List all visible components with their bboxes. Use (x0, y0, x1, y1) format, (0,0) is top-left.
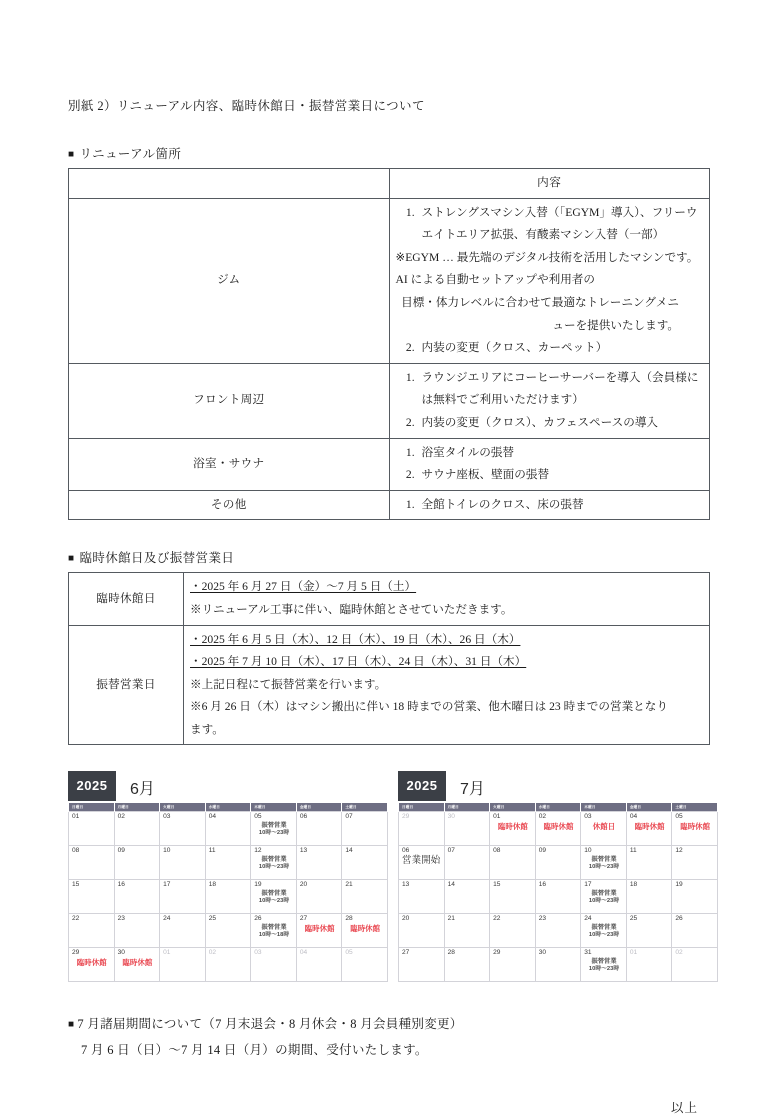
calendar-day-cell[interactable] (535, 948, 581, 982)
weekday-header-tue: 火曜日 (160, 803, 206, 812)
list-item: 2. 内装の変更（クロス、カーペット） (418, 337, 704, 360)
weekday-header-thu: 木曜日 (581, 803, 627, 812)
calendar-day-cell[interactable] (399, 948, 445, 982)
calendar-day-cell[interactable] (296, 812, 342, 846)
closure-content-alternate (184, 625, 710, 745)
calendar-day-number: 15 (72, 881, 80, 889)
renewal-category-other: その他 (69, 490, 390, 520)
calendar-day-label: 休館日 (592, 822, 616, 832)
renewal-item-list (396, 494, 704, 517)
calendar-day-cell[interactable] (535, 914, 581, 948)
calendar-day-cell[interactable] (581, 948, 627, 982)
calendar-day-number: 26 (254, 915, 262, 923)
alternate-note-2: ※6 月 26 日（木）はマシン搬出に伴い 18 時までの営業、他木曜日は 23 時までの営業となり (190, 700, 668, 714)
calendar-day-number: 27 (402, 949, 410, 957)
list-item: 1. 浴室タイルの張替 (418, 442, 704, 465)
calendar-day-number: 30 (117, 949, 125, 957)
calendar-day-hours: 10時〜23時 (588, 966, 620, 973)
calendar-day-number: 17 (163, 881, 171, 889)
calendar-day-cell[interactable] (444, 948, 490, 982)
calendar-july-grid (398, 803, 718, 982)
calendar-day-cell[interactable] (672, 880, 718, 914)
calendar-july-year: 2025 (398, 771, 446, 801)
renewal-category-gym: ジム (69, 198, 390, 363)
calendar-day-number: 10 (584, 847, 592, 855)
calendar-day-number: 03 (584, 813, 592, 821)
closure-table (68, 572, 710, 745)
weekday-header-sun: 日曜日 (399, 803, 445, 812)
calendar-june-year: 2025 (68, 771, 116, 801)
calendar-day-number: 29 (72, 949, 80, 957)
calendar-day-number: 01 (72, 813, 80, 821)
renewal-section-heading (68, 144, 710, 162)
calendar-day-number: 19 (675, 881, 683, 889)
calendar-week-row (399, 914, 718, 948)
calendar-day-label: 振替営業 (261, 924, 287, 932)
calendar-day-number: 11 (208, 847, 216, 855)
calendar-june-month: 6月 (130, 781, 155, 799)
calendar-day-number: 30 (447, 813, 455, 821)
calendar-day-label: 臨時休館 (304, 924, 335, 934)
calendar-week-row (69, 914, 388, 948)
calendar-july-title (398, 771, 718, 801)
calendar-day-number: 04 (629, 813, 638, 821)
calendar-day-number: 24 (163, 915, 171, 923)
alternate-dates-june (190, 629, 703, 652)
calendar-day-cell[interactable] (490, 846, 536, 880)
calendar-day-number: 13 (299, 847, 308, 855)
calendar-day-number: 02 (208, 949, 217, 957)
calendar-day-label: 臨時休館 (350, 924, 381, 934)
calendar-day-number: 22 (72, 915, 80, 923)
calendar-day-number: 21 (447, 915, 455, 923)
calendar-day-number: 25 (629, 915, 638, 923)
calendar-day-hours: 10時〜23時 (588, 898, 620, 905)
calendar-day-label: 臨時休館 (497, 822, 528, 832)
calendar-day-number: 09 (538, 847, 547, 855)
calendar-day-number: 20 (402, 915, 410, 923)
calendar-day-label: 営業開始 (402, 855, 441, 867)
calendar-day-number: 14 (447, 881, 455, 889)
calendar-week-row (399, 948, 718, 982)
calendar-day-number: 04 (299, 949, 308, 957)
calendar-day-cell[interactable] (69, 948, 115, 982)
calendar-day-number: 24 (584, 915, 592, 923)
calendar-day-cell[interactable] (444, 812, 490, 846)
calendar-day-number: 08 (493, 847, 501, 855)
calendar-day-cell[interactable] (251, 914, 297, 948)
calendar-day-cell[interactable] (251, 948, 297, 982)
renewal-item-list (396, 202, 704, 247)
weekday-header-tue: 火曜日 (490, 803, 536, 812)
calendar-day-cell[interactable] (114, 914, 160, 948)
calendar-day-number: 12 (254, 847, 262, 855)
alternate-dates-july (190, 651, 703, 674)
calendar-day-number: 05 (345, 949, 353, 957)
calendar-day-hours: 10時〜23時 (588, 932, 620, 939)
calendar-day-cell[interactable] (626, 846, 672, 880)
calendar-day-cell[interactable] (672, 914, 718, 948)
footer-note-line2: 7 月 6 日（日）〜7 月 14 日（月）の期間、受付いたします。 (81, 1043, 428, 1058)
calendar-day-number: 16 (538, 881, 547, 889)
calendar-week-row (69, 948, 388, 982)
table-row (69, 438, 710, 490)
closure-dates-line (190, 576, 703, 599)
calendar-day-number: 28 (447, 949, 455, 957)
calendar-day-cell[interactable] (69, 914, 115, 948)
renewal-header-blank (69, 169, 390, 199)
calendar-day-cell[interactable] (626, 948, 672, 982)
calendar-day-number: 05 (254, 813, 262, 821)
calendar-day-hours: 10時〜23時 (258, 898, 290, 905)
weekday-header-sat: 土曜日 (672, 803, 718, 812)
renewal-table (68, 168, 710, 520)
calendar-day-cell[interactable] (251, 880, 297, 914)
calendar-day-cell[interactable] (490, 914, 536, 948)
closure-content-temporary (184, 573, 710, 625)
calendar-day-cell[interactable] (296, 948, 342, 982)
calendar-day-cell[interactable] (342, 948, 388, 982)
calendar-day-number: 23 (538, 915, 547, 923)
renewal-item-list (396, 367, 704, 435)
alternate-note-1: ※上記日程にて振替営業を行います。 (190, 677, 387, 691)
weekday-header-fri: 金曜日 (296, 803, 342, 812)
calendar-day-number: 29 (402, 813, 410, 821)
list-item: 1. ストレングスマシン入替（「EGYM」導入）、フリーウエイトエリア拡張、有酸素マシン入替（一部） (418, 202, 704, 247)
calendar-day-cell[interactable] (535, 880, 581, 914)
calendar-day-cell[interactable] (626, 812, 672, 846)
closure-category-alternate: 振替営業日 (69, 625, 184, 745)
list-item: 2. サウナ座板、壁面の張替 (418, 464, 704, 487)
closing-text: 以上 (670, 1100, 698, 1115)
calendar-day-label: 振替営業 (591, 890, 617, 898)
calendar-day-label: 振替営業 (261, 890, 287, 898)
renewal-note-line1: ※EGYM … 最先端のデジタル技術を活用したマシンです。AI による自動セットアップや利用者の (395, 250, 699, 287)
calendar-day-cell[interactable] (342, 880, 388, 914)
calendar-day-cell[interactable] (251, 812, 297, 846)
calendar-day-number: 10 (163, 847, 171, 855)
calendar-july-body (399, 812, 718, 982)
footer-note (68, 1012, 710, 1063)
calendar-day-number: 01 (493, 813, 501, 821)
weekday-header-mon: 月曜日 (444, 803, 490, 812)
calendar-day-cell[interactable] (581, 880, 627, 914)
list-item: 1. 全館トイレのクロス、床の張替 (418, 494, 704, 517)
renewal-content-front (389, 363, 710, 438)
calendar-day-number: 13 (402, 881, 410, 889)
calendar-day-number: 18 (629, 881, 638, 889)
calendar-day-number: 17 (584, 881, 592, 889)
calendar-day-cell[interactable] (626, 914, 672, 948)
calendar-day-cell[interactable] (114, 812, 160, 846)
renewal-item-list (396, 442, 704, 487)
weekday-header-wed: 水曜日 (535, 803, 581, 812)
bullet-square-icon: ■ (68, 1018, 75, 1030)
calendar-week-row (69, 812, 388, 846)
calendar-day-cell[interactable] (672, 948, 718, 982)
footer-note-line1 (68, 1012, 710, 1038)
table-row (69, 490, 710, 520)
calendar-day-hours: 10時〜23時 (258, 864, 290, 871)
calendar-day-cell[interactable] (205, 880, 251, 914)
calendar-day-number: 31 (584, 949, 592, 957)
calendar-week-row (399, 812, 718, 846)
renewal-note-line2: 目標・体力レベルに合わせて最適なトレーニングメニューを提供いたします。 (401, 295, 679, 332)
calendar-day-cell[interactable] (581, 812, 627, 846)
calendar-day-hours: 10時〜18時 (258, 932, 290, 939)
spacer (68, 520, 710, 548)
weekday-header-row (69, 803, 388, 812)
calendar-day-label: 臨時休館 (634, 822, 665, 832)
renewal-item-list-cont (396, 337, 704, 360)
calendar-day-cell[interactable] (672, 812, 718, 846)
calendar-day-label: 臨時休館 (543, 822, 574, 832)
calendar-day-cell[interactable] (342, 914, 388, 948)
calendar-day-label: 振替営業 (261, 822, 287, 830)
calendar-day-cell[interactable] (160, 880, 206, 914)
calendar-day-label: 振替営業 (591, 924, 617, 932)
calendar-day-cell[interactable] (342, 812, 388, 846)
calendar-day-hours: 10時〜23時 (588, 864, 620, 871)
alternate-june-text: ・2025 年 6 月 5 日（木）、12 日（木）、19 日（木）、26 日（木） (190, 632, 521, 646)
calendar-day-number: 01 (163, 949, 171, 957)
closure-heading-text: 臨時休館日及び振替営業日 (79, 551, 235, 566)
calendar-container (68, 771, 710, 982)
calendar-day-cell[interactable] (399, 914, 445, 948)
calendar-day-number: 12 (675, 847, 683, 855)
calendar-day-cell[interactable] (399, 846, 445, 880)
calendar-day-cell[interactable] (296, 914, 342, 948)
calendar-day-number: 15 (493, 881, 501, 889)
calendar-week-row (399, 880, 718, 914)
calendar-day-number: 29 (493, 949, 501, 957)
calendar-day-number: 30 (538, 949, 547, 957)
calendar-day-number: 28 (345, 915, 353, 923)
calendar-day-cell[interactable] (342, 846, 388, 880)
calendar-june (68, 771, 388, 982)
calendar-day-cell[interactable] (490, 880, 536, 914)
calendar-day-cell[interactable] (69, 880, 115, 914)
calendar-june-body (69, 812, 388, 982)
calendar-day-number: 18 (208, 881, 217, 889)
calendar-day-number: 22 (493, 915, 501, 923)
alternate-note-3: ます。 (190, 722, 224, 736)
calendar-day-cell[interactable] (490, 948, 536, 982)
calendar-day-number: 16 (117, 881, 125, 889)
calendar-day-cell[interactable] (205, 948, 251, 982)
weekday-header-wed: 水曜日 (205, 803, 251, 812)
calendar-day-number: 27 (299, 915, 308, 923)
calendar-day-cell[interactable] (296, 846, 342, 880)
calendar-day-cell[interactable] (581, 846, 627, 880)
weekday-header-thu: 木曜日 (251, 803, 297, 812)
alternate-july-text: ・2025 年 7 月 10 日（木）、17 日（木）、24 日（木）、31 日（木） (190, 655, 527, 669)
weekday-header-row (399, 803, 718, 812)
calendar-day-cell[interactable] (114, 948, 160, 982)
closure-section-heading (68, 548, 710, 566)
calendar-day-hours: 10時〜23時 (258, 830, 290, 837)
calendar-day-number: 09 (117, 847, 125, 855)
calendar-day-cell[interactable] (399, 812, 445, 846)
list-item: 1. ラウンジエリアにコーヒーサーバーを導入（会員様には無料でご利用いただけます） (418, 367, 704, 412)
calendar-day-number: 04 (208, 813, 217, 821)
calendar-day-number: 19 (254, 881, 262, 889)
calendar-day-cell[interactable] (444, 880, 490, 914)
calendar-day-cell[interactable] (444, 846, 490, 880)
weekday-header-sat: 土曜日 (342, 803, 388, 812)
closure-dates-text: ・2025 年 6 月 27 日（金）〜7 月 5 日（土） (190, 580, 417, 594)
calendar-day-number: 14 (345, 847, 353, 855)
calendar-day-number: 21 (345, 881, 353, 889)
calendar-day-cell[interactable] (581, 914, 627, 948)
calendar-day-label: 振替営業 (261, 856, 287, 864)
table-header-row (69, 169, 710, 199)
calendar-june-grid (68, 803, 388, 982)
calendar-day-cell[interactable] (535, 812, 581, 846)
calendar-day-cell[interactable] (205, 846, 251, 880)
bullet-square-icon: ■ (68, 552, 75, 564)
page-title: 別紙 2）リニューアル内容、臨時休館日・振替営業日について (68, 99, 425, 113)
calendar-week-row (69, 880, 388, 914)
calendar-day-label: 臨時休館 (76, 958, 107, 968)
calendar-day-cell[interactable] (114, 880, 160, 914)
calendar-day-number: 05 (675, 813, 683, 821)
calendar-day-cell[interactable] (626, 880, 672, 914)
calendar-day-number: 07 (447, 847, 455, 855)
renewal-heading-text: リニューアル箇所 (79, 147, 182, 161)
calendar-day-cell[interactable] (114, 846, 160, 880)
calendar-day-cell[interactable] (160, 812, 206, 846)
calendar-day-cell[interactable] (296, 880, 342, 914)
calendar-day-number: 03 (163, 813, 171, 821)
weekday-header-mon: 月曜日 (114, 803, 160, 812)
calendar-day-cell[interactable] (490, 812, 536, 846)
calendar-day-cell[interactable] (444, 914, 490, 948)
calendar-june-title (68, 771, 388, 801)
calendar-day-number: 11 (629, 847, 637, 855)
calendar-day-label: 振替営業 (591, 958, 617, 966)
closure-note-line: ※リニューアル工事に伴い、臨時休館とさせていただきます。 (190, 602, 513, 616)
calendar-day-number: 02 (117, 813, 125, 821)
calendar-day-number: 06 (402, 847, 410, 855)
table-row (69, 363, 710, 438)
list-item: 2. 内装の変更（クロス）、カフェスペースの導入 (418, 412, 704, 435)
weekday-header-sun: 日曜日 (69, 803, 115, 812)
table-row (69, 625, 710, 745)
calendar-day-label: 臨時休館 (122, 958, 153, 968)
table-row (69, 573, 710, 625)
calendar-day-cell[interactable] (69, 846, 115, 880)
calendar-day-label: 臨時休館 (680, 822, 711, 832)
calendar-day-cell[interactable] (535, 846, 581, 880)
calendar-day-cell[interactable] (160, 948, 206, 982)
calendar-day-cell[interactable] (160, 914, 206, 948)
calendar-july (398, 771, 718, 982)
calendar-day-cell[interactable] (399, 880, 445, 914)
calendar-day-label: 振替営業 (591, 856, 617, 864)
calendar-day-cell[interactable] (205, 812, 251, 846)
renewal-content-bath (389, 438, 710, 490)
calendar-day-number: 08 (72, 847, 80, 855)
calendar-day-cell[interactable] (160, 846, 206, 880)
calendar-day-number: 02 (538, 813, 547, 821)
calendar-day-number: 02 (675, 949, 683, 957)
closure-category-temporary: 臨時休館日 (69, 573, 184, 625)
calendar-day-cell[interactable] (205, 914, 251, 948)
calendar-day-number: 01 (629, 949, 638, 957)
calendar-day-number: 03 (254, 949, 262, 957)
weekday-header-fri: 金曜日 (626, 803, 672, 812)
calendar-week-row (69, 846, 388, 880)
renewal-category-front: フロント周辺 (69, 363, 390, 438)
calendar-day-number: 25 (208, 915, 217, 923)
calendar-day-cell[interactable] (251, 846, 297, 880)
calendar-day-number: 26 (675, 915, 683, 923)
renewal-header-content: 内容 (389, 169, 710, 199)
table-row (69, 198, 710, 363)
footer-line1-text: 7 月諸届期間について（7 月末退会・8 月休会・8 月会員種別変更） (77, 1017, 463, 1032)
calendar-day-number: 23 (117, 915, 125, 923)
calendar-day-cell[interactable] (69, 812, 115, 846)
calendar-day-number: 07 (345, 813, 353, 821)
calendar-july-month: 7月 (460, 781, 485, 799)
renewal-content-other (389, 490, 710, 520)
calendar-day-cell[interactable] (672, 846, 718, 880)
bullet-square-icon: ■ (68, 148, 75, 160)
calendar-day-number: 06 (299, 813, 308, 821)
renewal-content-gym (389, 198, 710, 363)
calendar-week-row (399, 846, 718, 880)
renewal-category-bath: 浴室・サウナ (69, 438, 390, 490)
calendar-day-number: 20 (299, 881, 308, 889)
